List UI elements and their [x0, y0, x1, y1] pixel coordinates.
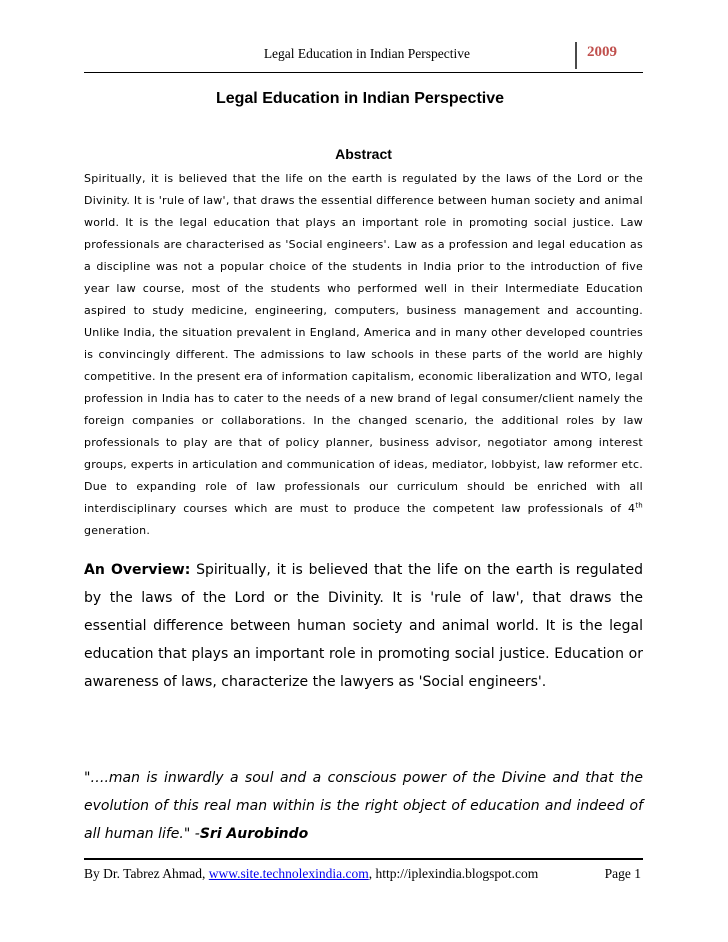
page-footer [84, 866, 643, 886]
abstract-text: Spiritually, it is believed that the life on the earth is regulated by the laws of the Lord or the Divinity. It is 'rule of law', that draws the essential difference between human society and animal world. It is the legal education that plays an important role in promoting social justice. Law professionals are characterised as 'Social engineers'. Law as a profession and legal education as a discipline was not a popular choice of the students in India prior to the introduction of five year law course, most of the students who performed well in their Intermediate Education aspired to study medicine, engineering, computers, business management and accounting. Unlike India, the situation prevalent in England, America and in many other developed countries is convincingly different. The admissions to law schools in these parts of the world are highly competitive. In the present era of information capitalism, economic liberalization and WTO, legal profession in India has to cater to the needs of a new brand of legal consumer/client namely the foreign companies or collaborations. In the changed scenario, the additional roles by law professionals to play are that of policy planner, business advisor, negotiator among interest groups, experts in articulation and communication of ideas, mediator, lobbyist, law reformer etc. Due to expanding role of law professionals our curriculum should be enriched with all interdisciplinary courses which are must to produce the competent law professionals of 4 [84, 172, 643, 515]
abstract-superscript: th [635, 501, 643, 510]
abstract-heading: Abstract [335, 146, 392, 162]
abstract-text-end: generation. [84, 524, 151, 537]
document-title-text: Legal Education in Indian Perspective [215, 90, 505, 107]
abstract-paragraph [84, 168, 643, 542]
overview-text: Spiritually, it is believed that the life on the earth is regulated by the laws of the Lord or the Divinity. It is 'rule of law', that draws the essential difference between human society and animal world. It is the legal education that plays an important role in promoting social justice. Education or awareness of laws, characterize the lawyers as 'Social engineers'. [84, 562, 643, 690]
header-rule [84, 72, 643, 73]
quote-text: "….man is inwardly a soul and a conscious power of the Divine and that the evolution of this real man within is the right object of education and indeed of all human life." - [84, 770, 643, 842]
quote-author: Sri Aurobindo [199, 826, 309, 842]
document-title [0, 90, 728, 108]
header-title: Legal Education in Indian Perspective [263, 46, 470, 61]
footer-website-link[interactable]: www.site.technolexindia.com [208, 866, 369, 881]
footer-rule [84, 858, 643, 860]
header-year: 2009 [587, 44, 617, 60]
overview-paragraph [84, 556, 643, 696]
quote-paragraph [84, 764, 643, 848]
overview-lead: An Overview: [84, 562, 191, 578]
header-separator [575, 42, 577, 69]
footer-author: By Dr. Tabrez Ahmad, [84, 866, 209, 881]
footer-blog: , http://iplexindia.blogspot.com [368, 866, 539, 881]
page-header [0, 42, 620, 72]
page-number: Page 1 [604, 866, 641, 881]
